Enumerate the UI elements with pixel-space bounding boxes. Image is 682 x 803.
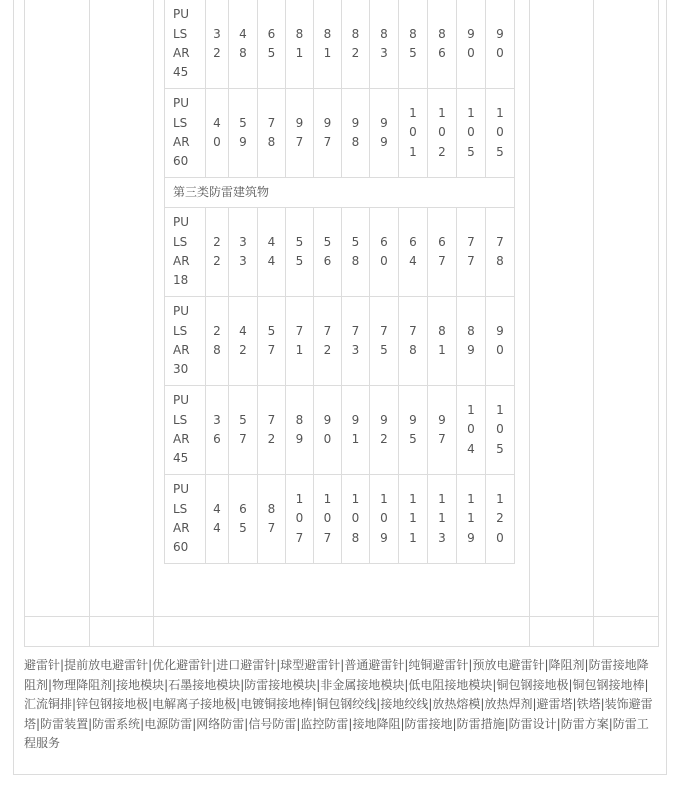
value-cell xyxy=(342,208,370,297)
related-link[interactable]: 放热焊剂 xyxy=(484,697,533,711)
value-cell xyxy=(486,89,515,178)
model-name-cell xyxy=(165,208,206,297)
table-row xyxy=(165,297,515,386)
related-link[interactable]: 铁塔 xyxy=(576,697,601,711)
related-link[interactable]: 预放电避雷针 xyxy=(472,658,545,672)
link-separator: | xyxy=(572,697,577,711)
value-cell xyxy=(428,89,457,178)
value-text: 78 xyxy=(409,323,417,357)
value-text: 104 xyxy=(467,403,475,456)
value-cell xyxy=(457,208,486,297)
value-text: 90 xyxy=(496,26,504,60)
related-link[interactable]: 球型避雷针 xyxy=(280,658,341,672)
link-separator: | xyxy=(492,677,497,692)
related-link[interactable]: 防雷工程服务 xyxy=(24,716,649,750)
related-link[interactable]: 物理降阻剂 xyxy=(52,677,113,692)
value-text: 92 xyxy=(380,412,388,446)
value-text: 65 xyxy=(239,501,247,535)
model-name: PULSAR60 xyxy=(173,482,190,555)
link-separator: | xyxy=(340,658,345,672)
value-text: 36 xyxy=(213,412,221,446)
related-link[interactable]: 提前放电避雷针 xyxy=(64,658,149,672)
value-cell xyxy=(399,208,428,297)
value-text: 90 xyxy=(496,323,504,357)
value-text: 72 xyxy=(267,412,276,446)
link-separator: | xyxy=(296,716,301,731)
link-separator: | xyxy=(48,677,53,692)
value-text: 85 xyxy=(409,26,417,60)
related-link[interactable]: 低电阻接地模块 xyxy=(408,677,493,692)
value-text: 44 xyxy=(213,501,221,535)
link-separator: | xyxy=(148,658,153,672)
value-text: 32 xyxy=(213,26,221,60)
value-text: 57 xyxy=(267,323,276,357)
related-links xyxy=(24,656,657,754)
model-name-cell xyxy=(165,475,206,564)
value-cell xyxy=(314,475,342,564)
outer-cell xyxy=(154,617,530,647)
value-text: 89 xyxy=(295,412,304,446)
value-cell xyxy=(486,297,515,386)
outer-cell xyxy=(25,617,90,647)
model-name: PULSAR45 xyxy=(173,7,190,80)
value-text: 109 xyxy=(380,492,388,545)
value-text: 82 xyxy=(351,26,360,60)
value-cell xyxy=(229,0,258,89)
related-link[interactable]: 汇流铜排 xyxy=(24,697,73,711)
related-link[interactable]: 避雷针 xyxy=(24,658,61,672)
value-text: 97 xyxy=(295,115,304,149)
model-name-cell xyxy=(165,297,206,386)
model-name: PULSAR30 xyxy=(173,304,190,377)
protection-radius-table xyxy=(164,0,515,564)
value-cell xyxy=(229,386,258,475)
value-text: 113 xyxy=(438,492,446,545)
value-text: 64 xyxy=(409,234,417,268)
value-cell xyxy=(206,89,229,178)
related-link[interactable]: 普通避雷针 xyxy=(344,658,405,672)
link-separator: | xyxy=(72,697,77,711)
value-cell xyxy=(486,386,515,475)
value-text: 73 xyxy=(351,323,360,357)
value-cell xyxy=(258,208,286,297)
link-separator: | xyxy=(236,697,241,711)
table-row xyxy=(165,475,515,564)
link-separator: | xyxy=(244,716,249,731)
value-cell xyxy=(258,386,286,475)
value-text: 120 xyxy=(496,492,504,545)
link-separator: | xyxy=(480,697,485,711)
related-link[interactable]: 防雷接地降阻剂 xyxy=(24,658,649,692)
value-text: 90 xyxy=(323,412,332,446)
related-link[interactable]: 降阻剂 xyxy=(548,658,585,672)
link-separator: | xyxy=(608,716,613,731)
related-link[interactable]: 网络防雷 xyxy=(196,716,245,731)
value-cell xyxy=(342,0,370,89)
table-row xyxy=(165,208,515,297)
value-text: 59 xyxy=(239,115,247,149)
model-name-cell xyxy=(165,386,206,475)
value-text: 102 xyxy=(438,106,446,159)
value-text: 95 xyxy=(409,412,417,446)
link-separator: | xyxy=(428,697,433,711)
value-cell xyxy=(399,0,428,89)
related-link[interactable]: 接地降阻 xyxy=(352,716,401,731)
value-cell xyxy=(428,208,457,297)
value-cell xyxy=(342,297,370,386)
value-cell xyxy=(206,208,229,297)
link-separator: | xyxy=(240,677,245,692)
value-cell xyxy=(314,386,342,475)
value-cell xyxy=(486,475,515,564)
outer-col-1 xyxy=(25,0,90,617)
value-cell xyxy=(370,386,399,475)
value-text: 97 xyxy=(323,115,332,149)
related-link[interactable]: 防雷装置 xyxy=(40,716,89,731)
value-text: 99 xyxy=(380,115,388,149)
value-text: 28 xyxy=(213,323,221,357)
value-cell xyxy=(370,0,399,89)
value-text: 89 xyxy=(467,323,475,357)
related-link[interactable]: 进口避雷针 xyxy=(216,658,277,672)
value-text: 86 xyxy=(438,26,446,60)
value-cell xyxy=(206,475,229,564)
value-text: 71 xyxy=(295,323,304,357)
value-cell xyxy=(286,297,314,386)
link-separator: | xyxy=(376,697,381,711)
link-separator: | xyxy=(348,716,353,731)
value-text: 58 xyxy=(351,234,360,268)
value-text: 33 xyxy=(239,234,247,268)
value-cell xyxy=(258,475,286,564)
link-separator: | xyxy=(556,716,561,731)
value-text: 56 xyxy=(323,234,332,268)
value-text: 83 xyxy=(380,26,388,60)
value-cell xyxy=(342,475,370,564)
related-link[interactable]: 铜包钢绞线 xyxy=(316,697,377,711)
value-text: 40 xyxy=(213,115,221,149)
model-name-cell xyxy=(165,89,206,178)
value-text: 90 xyxy=(467,26,475,60)
related-link[interactable]: 纯铜避雷针 xyxy=(408,658,469,672)
value-cell xyxy=(486,208,515,297)
value-cell xyxy=(229,475,258,564)
model-name: PULSAR45 xyxy=(173,393,190,466)
value-text: 78 xyxy=(496,234,504,268)
model-name: PULSAR18 xyxy=(173,215,190,288)
link-separator: | xyxy=(148,697,153,711)
value-cell xyxy=(314,208,342,297)
value-cell xyxy=(206,386,229,475)
link-separator: | xyxy=(468,658,473,672)
model-name-cell xyxy=(165,0,206,89)
value-cell xyxy=(370,208,399,297)
link-separator: | xyxy=(400,716,405,731)
value-text: 72 xyxy=(323,323,332,357)
outer-col-4 xyxy=(530,0,594,617)
link-separator: | xyxy=(112,677,117,692)
value-text: 55 xyxy=(295,234,304,268)
related-link[interactable]: 防雷措施 xyxy=(456,716,505,731)
link-separator: | xyxy=(544,658,549,672)
value-cell xyxy=(428,297,457,386)
value-cell xyxy=(286,0,314,89)
value-text: 119 xyxy=(467,492,475,545)
value-cell xyxy=(229,208,258,297)
related-link[interactable]: 铜包钢接地极 xyxy=(496,677,569,692)
value-text: 81 xyxy=(295,26,304,60)
related-link[interactable]: 优化避雷针 xyxy=(152,658,213,672)
value-text: 22 xyxy=(213,234,221,268)
related-link[interactable]: 避雷塔 xyxy=(536,697,573,711)
related-link[interactable]: 防雷设计 xyxy=(508,716,557,731)
link-separator: | xyxy=(532,697,537,711)
outer-cell xyxy=(530,617,594,647)
value-text: 107 xyxy=(323,492,332,545)
value-cell xyxy=(370,89,399,178)
value-text: 108 xyxy=(351,492,360,545)
related-link[interactable]: 信号防雷 xyxy=(248,716,297,731)
link-separator: | xyxy=(568,677,573,692)
link-separator: | xyxy=(164,677,169,692)
outer-col-2 xyxy=(90,0,154,617)
related-link[interactable]: 电镀铜接地棒 xyxy=(240,697,313,711)
related-link[interactable]: 装饰避雷塔 xyxy=(24,697,653,731)
value-cell xyxy=(229,297,258,386)
value-cell xyxy=(258,0,286,89)
value-cell xyxy=(286,475,314,564)
value-cell xyxy=(206,0,229,89)
value-cell xyxy=(457,0,486,89)
value-cell xyxy=(342,386,370,475)
value-cell xyxy=(428,475,457,564)
value-text: 65 xyxy=(267,26,276,60)
link-separator: | xyxy=(140,716,145,731)
outer-col-5 xyxy=(594,0,659,617)
value-text: 107 xyxy=(295,492,304,545)
table-row xyxy=(165,0,515,89)
section-label: 第三类防雷建筑物 xyxy=(165,178,515,208)
outer-cell xyxy=(90,617,154,647)
related-link[interactable]: 防雷系统 xyxy=(92,716,141,731)
link-separator: | xyxy=(36,716,41,731)
value-text: 101 xyxy=(409,106,417,159)
value-text: 67 xyxy=(438,234,446,268)
related-link[interactable]: 防雷接地 xyxy=(404,716,453,731)
value-cell xyxy=(286,386,314,475)
link-separator: | xyxy=(192,716,197,731)
value-cell xyxy=(370,475,399,564)
value-text: 105 xyxy=(467,106,475,159)
value-text: 60 xyxy=(380,234,388,268)
link-separator: | xyxy=(312,697,317,711)
value-cell xyxy=(457,386,486,475)
value-cell xyxy=(399,89,428,178)
value-cell xyxy=(399,386,428,475)
link-separator: | xyxy=(452,716,457,731)
related-link[interactable]: 接地模块 xyxy=(116,677,165,692)
link-separator: | xyxy=(404,677,409,692)
value-text: 97 xyxy=(438,412,446,446)
related-link[interactable]: 锌包钢接地极 xyxy=(76,697,149,711)
related-link[interactable]: 非金属接地模块 xyxy=(320,677,405,692)
related-link[interactable]: 电解离子接地极 xyxy=(152,697,237,711)
link-separator: | xyxy=(88,716,93,731)
value-cell xyxy=(286,89,314,178)
value-cell xyxy=(314,0,342,89)
value-text: 77 xyxy=(467,234,475,268)
model-name: PULSAR60 xyxy=(173,96,190,169)
related-link[interactable]: 防雷方案 xyxy=(560,716,609,731)
related-link[interactable]: 接地绞线 xyxy=(380,697,429,711)
related-link[interactable]: 放热熔模 xyxy=(432,697,481,711)
link-separator: | xyxy=(212,658,217,672)
link-separator: | xyxy=(504,716,509,731)
table-row xyxy=(165,386,515,475)
value-text: 105 xyxy=(496,403,504,456)
value-cell xyxy=(457,297,486,386)
related-link[interactable]: 铜包钢接地棒 xyxy=(572,677,645,692)
value-cell xyxy=(314,89,342,178)
related-link[interactable]: 监控防雷 xyxy=(300,716,349,731)
value-cell xyxy=(399,297,428,386)
table-row xyxy=(165,89,515,178)
value-text: 75 xyxy=(380,323,388,357)
value-text: 98 xyxy=(351,115,360,149)
value-text: 81 xyxy=(438,323,446,357)
link-separator: | xyxy=(276,658,281,672)
link-separator: | xyxy=(404,658,409,672)
value-cell xyxy=(258,89,286,178)
value-cell xyxy=(457,89,486,178)
outer-cell xyxy=(594,617,659,647)
value-text: 111 xyxy=(409,492,417,545)
related-link[interactable]: 防雷接地模块 xyxy=(244,677,317,692)
value-cell xyxy=(457,475,486,564)
value-text: 81 xyxy=(323,26,332,60)
value-cell xyxy=(286,208,314,297)
value-cell xyxy=(428,0,457,89)
link-separator: | xyxy=(644,677,649,692)
link-separator: | xyxy=(60,658,65,672)
link-separator: | xyxy=(584,658,589,672)
value-text: 42 xyxy=(239,323,247,357)
value-text: 87 xyxy=(267,501,276,535)
value-text: 57 xyxy=(239,412,247,446)
value-cell xyxy=(342,89,370,178)
value-cell xyxy=(486,0,515,89)
link-separator: | xyxy=(316,677,321,692)
value-cell xyxy=(370,297,399,386)
value-text: 91 xyxy=(351,412,360,446)
value-cell xyxy=(428,386,457,475)
value-text: 105 xyxy=(496,106,504,159)
value-cell xyxy=(229,89,258,178)
link-separator: | xyxy=(600,697,605,711)
value-text: 48 xyxy=(239,26,247,60)
value-cell xyxy=(258,297,286,386)
value-text: 44 xyxy=(267,234,276,268)
value-text: 78 xyxy=(267,115,276,149)
value-cell xyxy=(206,297,229,386)
value-cell xyxy=(314,297,342,386)
related-link[interactable]: 电源防雷 xyxy=(144,716,193,731)
related-link[interactable]: 石墨接地模块 xyxy=(168,677,241,692)
value-cell xyxy=(399,475,428,564)
section-row xyxy=(165,178,515,208)
